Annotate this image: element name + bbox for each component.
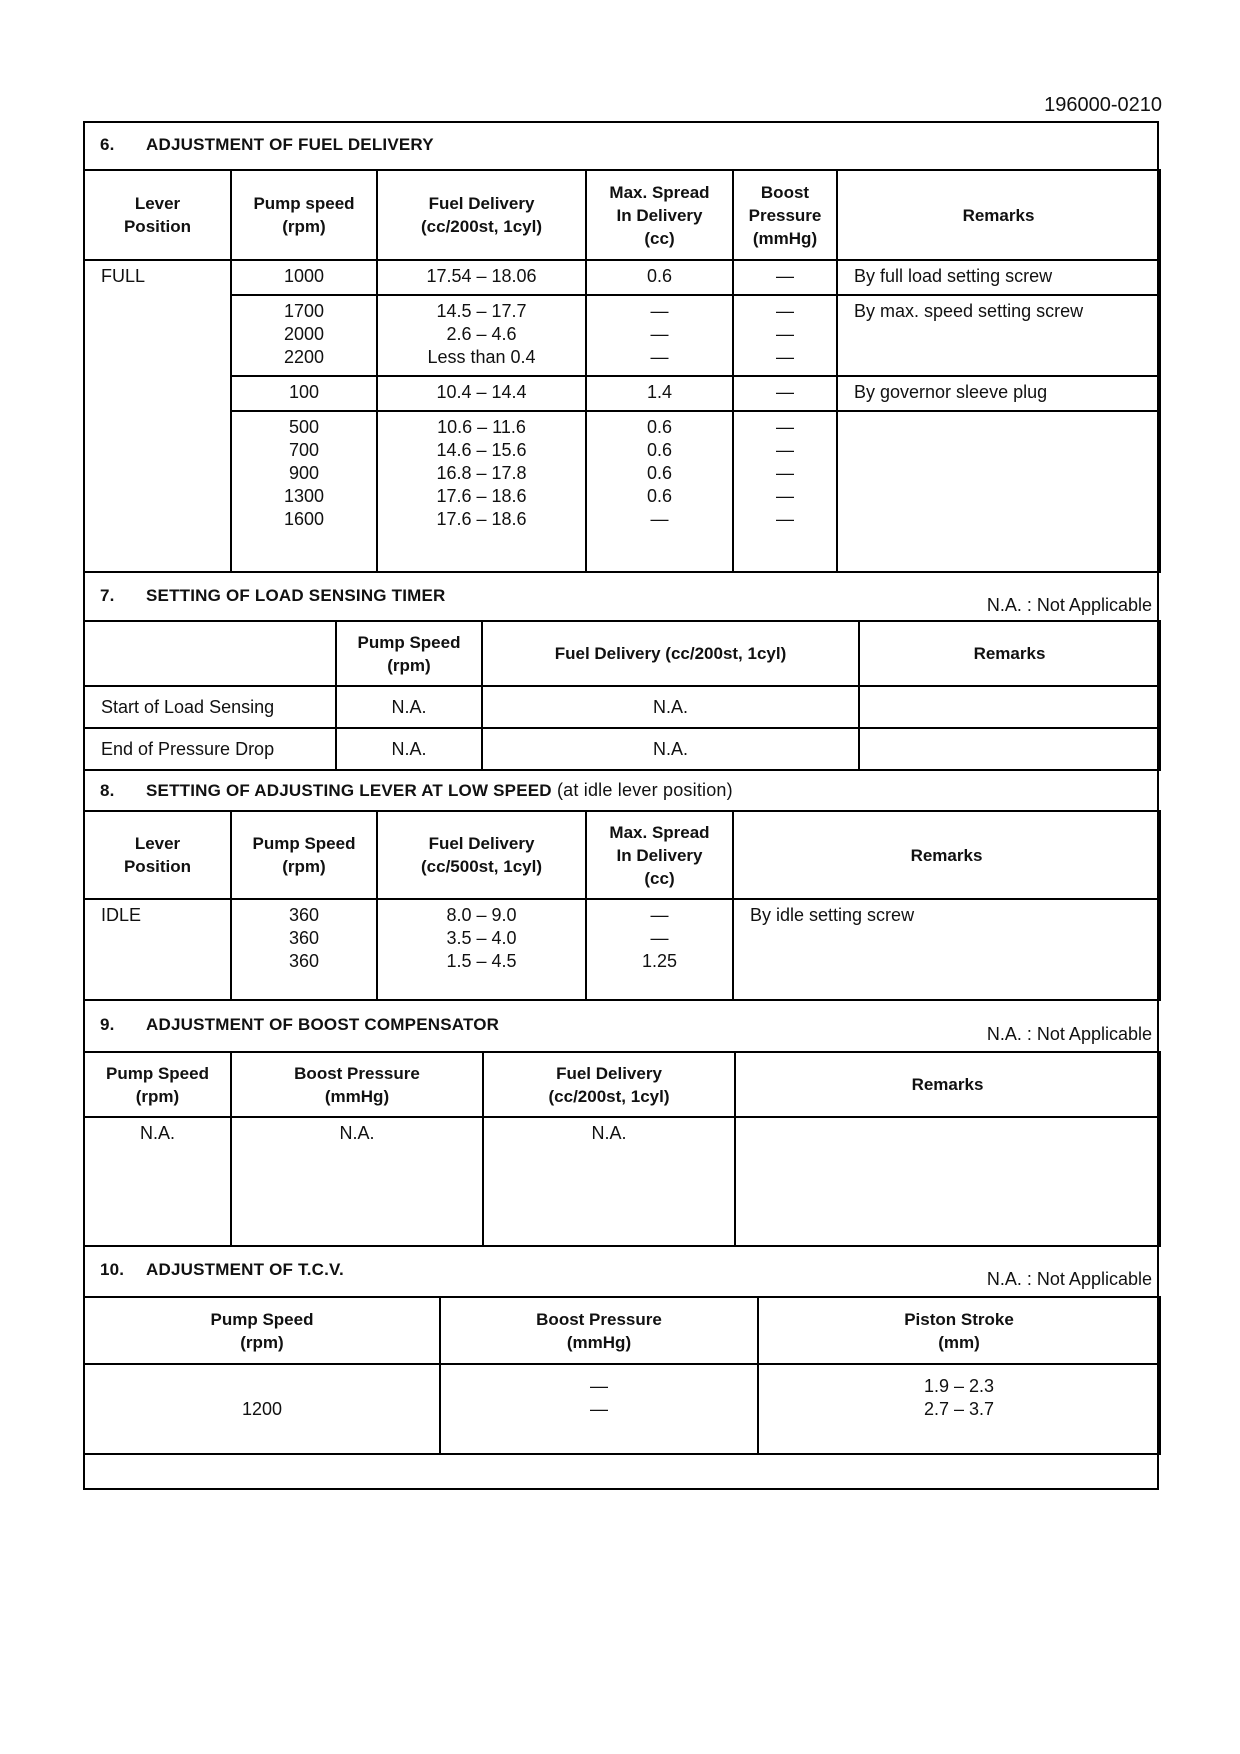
section-title-text: ADJUSTMENT OF BOOST COMPENSATOR <box>146 1015 500 1034</box>
boost-pressure-cell: — — <box>440 1364 758 1454</box>
pump-speed-cell: 360 360 360 <box>231 899 377 1000</box>
section-6-title <box>100 135 434 155</box>
remarks-cell <box>859 686 1160 728</box>
row-label: End of Pressure Drop <box>84 728 336 770</box>
boost-cell: — — — — — <box>733 411 837 572</box>
not-applicable-note: N.A. : Not Applicable <box>986 1269 1152 1289</box>
section-9-title <box>100 1015 499 1035</box>
fuel-delivery-cell: N.A. <box>482 686 859 728</box>
load-sensing-timer-table <box>83 620 1161 771</box>
not-applicable-note: N.A. : Not Applicable <box>986 595 1152 615</box>
table-row <box>84 295 1160 376</box>
table-row <box>84 899 1160 1000</box>
table-header-row <box>84 1297 1160 1364</box>
header-fuel-delivery: Fuel Delivery (cc/200st, 1cyl) <box>377 170 586 260</box>
table-row <box>84 686 1160 728</box>
table-header-row <box>84 170 1160 260</box>
section-number: 10. <box>100 1260 125 1279</box>
table-row <box>84 260 1160 295</box>
boost-cell: — <box>733 260 837 295</box>
header-fuel-delivery: Fuel Delivery (cc/200st, 1cyl) <box>483 1052 735 1117</box>
section-7-header <box>83 571 1159 621</box>
spread-cell: 1.4 <box>586 376 733 411</box>
remarks-cell: By governor sleeve plug <box>837 376 1160 411</box>
remarks-cell <box>735 1117 1160 1246</box>
pump-speed-cell: N.A. <box>336 728 482 770</box>
fuel-delivery-cell: N.A. <box>483 1117 735 1246</box>
header-fuel-delivery: Fuel Delivery (cc/500st, 1cyl) <box>377 811 586 899</box>
table-row <box>84 1117 1160 1246</box>
header-boost-pressure: Boost Pressure (mmHg) <box>733 170 837 260</box>
header-max-spread: Max. Spread In Delivery (cc) <box>586 170 733 260</box>
fuel-delivery-table <box>83 169 1161 573</box>
pump-speed-cell: 100 <box>231 376 377 411</box>
pump-speed-cell: N.A. <box>336 686 482 728</box>
table-row <box>84 728 1160 770</box>
table-row <box>84 376 1160 411</box>
section-title-text: ADJUSTMENT OF FUEL DELIVERY <box>146 135 434 154</box>
header-boost-pressure: Boost Pressure (mmHg) <box>440 1297 758 1364</box>
fuel-delivery-cell: 10.6 – 11.6 14.6 – 15.6 16.8 – 17.8 17.6 – 18.6 17.6 – 18.6 <box>377 411 586 572</box>
fuel-delivery-cell: 8.0 – 9.0 3.5 – 4.0 1.5 – 4.5 <box>377 899 586 1000</box>
table-row <box>84 411 1160 572</box>
boost-cell: — — — <box>733 295 837 376</box>
header-pump-speed: Pump Speed (rpm) <box>84 1052 231 1117</box>
header-boost-pressure: Boost Pressure (mmHg) <box>231 1052 483 1117</box>
fuel-delivery-cell: 17.54 – 18.06 <box>377 260 586 295</box>
table-row <box>84 1364 1160 1454</box>
spread-cell: 0.6 0.6 0.6 0.6 — <box>586 411 733 572</box>
fuel-delivery-cell: 14.5 – 17.7 2.6 – 4.6 Less than 0.4 <box>377 295 586 376</box>
pump-speed-cell: 1000 <box>231 260 377 295</box>
header-lever-position: Lever Position <box>84 811 231 899</box>
section-number: 8. <box>100 781 115 800</box>
section-title-text: SETTING OF LOAD SENSING TIMER <box>146 586 446 605</box>
remarks-cell: By idle setting screw <box>733 899 1160 1000</box>
lever-position-cell: FULL <box>84 260 231 572</box>
fuel-delivery-cell: N.A. <box>482 728 859 770</box>
section-title-text: ADJUSTMENT OF T.C.V. <box>146 1260 344 1279</box>
spread-cell: 0.6 <box>586 260 733 295</box>
pump-speed-cell: 500 700 900 1300 1600 <box>231 411 377 572</box>
boost-compensator-table <box>83 1051 1161 1247</box>
row-label: Start of Load Sensing <box>84 686 336 728</box>
section-6-header <box>83 121 1159 171</box>
low-speed-lever-table <box>83 810 1161 1001</box>
section-8-header <box>83 769 1159 811</box>
section-number: 6. <box>100 135 115 154</box>
pump-speed-cell: 1200 <box>84 1364 440 1454</box>
boost-pressure-cell: N.A. <box>231 1117 483 1246</box>
header-blank <box>84 621 336 686</box>
fuel-delivery-cell: 10.4 – 14.4 <box>377 376 586 411</box>
table-header-row <box>84 621 1160 686</box>
section-8-title <box>100 780 733 801</box>
section-7-title <box>100 586 446 606</box>
header-remarks: Remarks <box>859 621 1160 686</box>
piston-stroke-cell: 1.9 – 2.3 2.7 – 3.7 <box>758 1364 1160 1454</box>
section-10-title <box>100 1260 344 1280</box>
section-number: 7. <box>100 586 115 605</box>
section-10-header <box>83 1245 1159 1297</box>
spread-cell: — — — <box>586 295 733 376</box>
header-fuel-delivery: Fuel Delivery (cc/200st, 1cyl) <box>482 621 859 686</box>
header-pump-speed: Pump Speed (rpm) <box>231 811 377 899</box>
not-applicable-note: N.A. : Not Applicable <box>986 1024 1152 1044</box>
remarks-cell <box>837 411 1160 572</box>
table-header-row <box>84 1052 1160 1117</box>
section-title-text: SETTING OF ADJUSTING LEVER AT LOW SPEED <box>146 781 552 800</box>
remarks-cell: By full load setting screw <box>837 260 1160 295</box>
pump-speed-cell: N.A. <box>84 1117 231 1246</box>
header-remarks: Remarks <box>733 811 1160 899</box>
header-pump-speed: Pump speed (rpm) <box>231 170 377 260</box>
header-remarks: Remarks <box>735 1052 1160 1117</box>
header-pump-speed: Pump Speed (rpm) <box>84 1297 440 1364</box>
document-number: 196000-0210 <box>1044 94 1162 116</box>
section-number: 9. <box>100 1015 115 1034</box>
lever-position-cell: IDLE <box>84 899 231 1000</box>
header-piston-stroke: Piston Stroke (mm) <box>758 1297 1160 1364</box>
section-9-header <box>83 1000 1159 1052</box>
header-lever-position: Lever Position <box>84 170 231 260</box>
header-max-spread: Max. Spread In Delivery (cc) <box>586 811 733 899</box>
tcv-table <box>83 1296 1161 1455</box>
boost-cell: — <box>733 376 837 411</box>
header-remarks: Remarks <box>837 170 1160 260</box>
remarks-cell: By max. speed setting screw <box>837 295 1160 376</box>
section-title-suffix: (at idle lever position) <box>551 780 733 800</box>
header-pump-speed: Pump Speed (rpm) <box>336 621 482 686</box>
table-header-row <box>84 811 1160 899</box>
spread-cell: — — 1.25 <box>586 899 733 1000</box>
remarks-cell <box>859 728 1160 770</box>
pump-speed-cell: 1700 2000 2200 <box>231 295 377 376</box>
